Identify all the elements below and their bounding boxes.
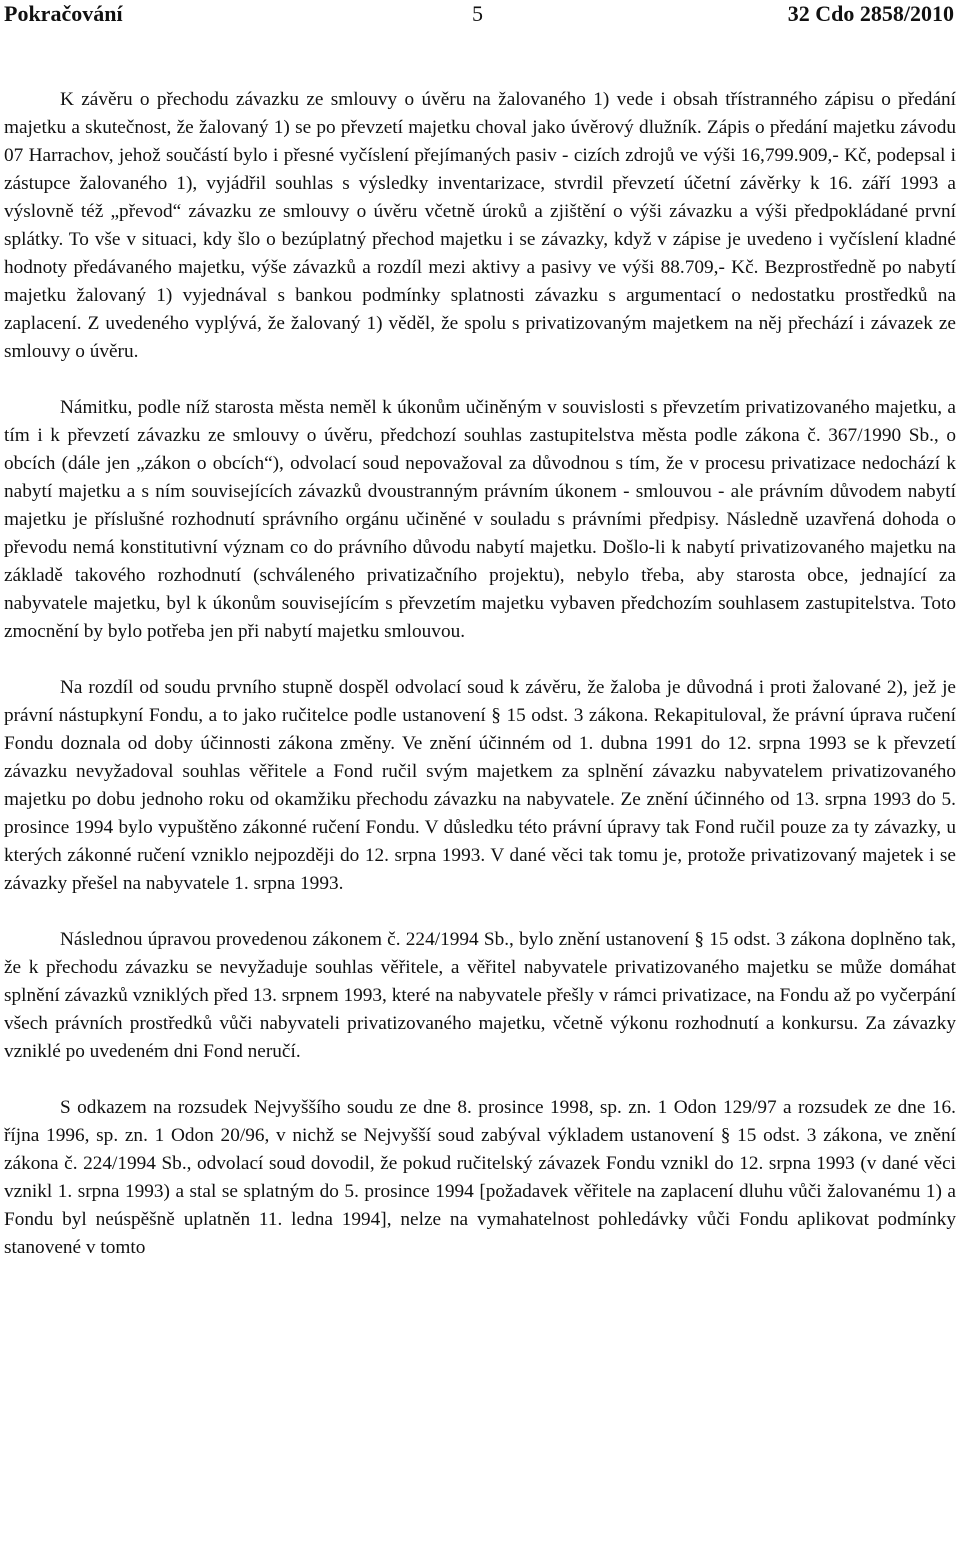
continuation-label: Pokračování <box>4 1 123 26</box>
paragraph: Na rozdíl od soudu prvního stupně dospěl odvolací soud k závěru, že žaloba je důvodná i proti žalované 2), jež je právní nástupkyní Fondu, a to jako ručitelce podle ustanovení § 15 odst. 3 zákona. Rekapituloval, že právní úprava ručení Fondu doznala od doby účinnosti zákona změny. Ve znění účinném od 1. dubna 1991 do 12. srpna 1993 se k převzetí závazku nevyžadoval souhlas věřitele a Fond ručil svým majetkem za splnění závazku nabyvatelem privatizovaného majetku po dobu jednoho roku od okamžiku přechodu závazku na nabyvatele. Ze znění účinného od 13. srpna 1993 do 5. prosince 1994 bylo vypuštěno zákonné ručení Fondu. V důsledku této právní úpravy tak Fond ručil pouze za ty závazky, u kterých zákonné ručení vzniklo nejpozději do 12. srpna 1993. V dané věci tak tomu je, protože privatizovaný majetek i se závazky přešel na nabyvatele 1. srpna 1993. <box>4 677 956 894</box>
paragraph: Námitku, podle níž starosta města neměl k úkonům učiněným v souvislosti s převzetím privatizovaného majetku, a tím i k převzetí závazku ze smlouvy o úvěru, předchozí souhlas zastupitelstva města podle zákona č. 367/1990 Sb., o obcích (dále jen „zákon o obcích“), odvolací soud nepovažoval za důvodnou s tím, že v procesu privatizace nedochází k nabytí majetku a s ním souvisejících závazků dvoustranným právním úkonem - smlouvou - ale právním důvodem nabytí majetku je příslušné rozhodnutí správního orgánu učiněné v souladu s právními předpisy. Následně uzavřená dohoda o převodu nemá konstitutivní význam co do právního důvodu nabytí majetku. Došlo-li k nabytí privatizovaného majetku na základě takového rozhodnutí (schváleného privatizačního projektu), nebylo třeba, aby starosta obce, jednající za nabyvatele majetku, byl k úkonům souvisejícím s převzetím majetku vybaven předchozím souhlasem zastupitelstva. Toto zmocnění by bylo potřeba jen při nabytí majetku smlouvou. <box>4 397 956 642</box>
paragraph: S odkazem na rozsudek Nejvyššího soudu ze dne 8. prosince 1998, sp. zn. 1 Odon 129/97 a rozsudek ze dne 16. října 1996, sp. zn. 1 Odon 20/96, v nichž se Nejvyšší soud zabýval výkladem ustanovení § 15 odst. 3 zákona, ve znění zákona č. 224/1994 Sb., odvolací soud dovodil, že pokud ručitelský závazek Fondu vznikl do 12. srpna 1993 (v dané věci vznikl 1. srpna 1993) a stal se splatným do 5. prosince 1994 [požadavek věřitele na zaplacení dluhu vůči žalovanému 1) a Fondu byl neúspěšně uplatněn 11. ledna 1994], nelze na vymahatelnost pohledávky vůči Fondu aplikovat podmínky stanovené v tomto <box>4 1097 956 1258</box>
paragraph: K závěru o přechodu závazku ze smlouvy o úvěru na žalovaného 1) vede i obsah třístranného zápisu o předání majetku a skutečnost, že žalovaný 1) se po převzetí majetku choval jako úvěrový dlužník. Zápis o předání majetku závodu 07 Harrachov, jehož součástí bylo i přesné vyčíslení přejímaných pasiv - cizích zdrojů ve výši 16,799.909,- Kč, podepsal i zástupce žalovaného 1), vyjádřil souhlas s výsledky inventarizace, stvrdil převzetí účetní závěrky k 16. září 1993 a výslovně též „převod“ závazku ze smlouvy o úvěru včetně úroků a zjištění o výši závazku a výši předpokládané první splátky. To vše v situaci, kdy šlo o bezúplatný přechod majetku i se závazky, když v zápise je uvedeno i vyčíslení kladné hodnoty předávaného majetku, výše závazků a rozdíl mezi aktivy a pasivy ve výši 88.709,- Kč. Bezprostředně po nabytí majetku žalovaný 1) vyjednával s bankou podmínky splatnosti závazku s argumentací o nedostatku prostředků na zaplacení. Z uvedeného vyplývá, že žalovaný 1) věděl, že spolu s privatizovaným majetkem na něj přechází i závazek ze smlouvy o úvěru. <box>4 89 956 362</box>
paragraph: Následnou úpravou provedenou zákonem č. 224/1994 Sb., bylo znění ustanovení § 15 odst. 3 zákona doplněno tak, že k přechodu závazku se nevyžaduje souhlas věřitele, a věřitel nabyvatele privatizovaného majetku se může domáhat splnění závazků vzniklých před 13. srpnem 1993, které na nabyvatele přešly v rámci privatizace, na Fondu až po vyčerpání všech právních prostředků vůči nabyvateli privatizovaného majetku, včetně výkonu rozhodnutí a konkursu. Za závazky vzniklé po uvedeném dni Fond neručí. <box>4 929 956 1062</box>
case-number: 32 Cdo 2858/2010 <box>787 1 954 26</box>
page-number: 5 <box>472 1 483 26</box>
document-body <box>4 86 956 1262</box>
page-header <box>0 0 960 32</box>
